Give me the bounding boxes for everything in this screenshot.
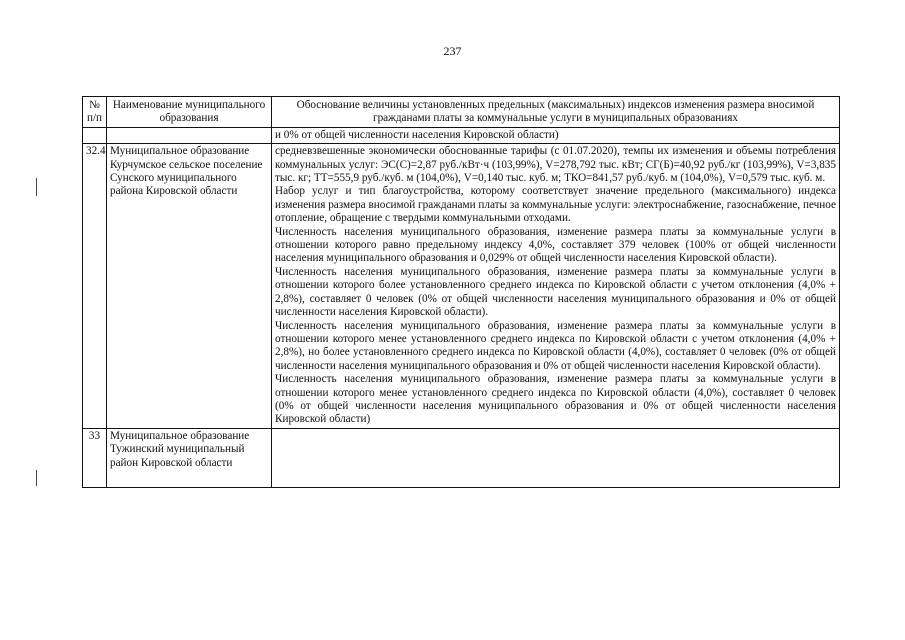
header-number: № п/п: [83, 97, 107, 128]
row-number: 33: [83, 428, 107, 487]
tariff-index-table: [82, 96, 840, 488]
population-equal-paragraph: Численность населения муниципального образования, изменение размера платы за коммунальные услуги в отношении которого равно предельному индексу 4,0%, составляет 379 человек (100% от общей численности населения муниципального образования и 0,029% от общей численности населения Кировской области).: [275, 225, 836, 265]
table-row: [83, 144, 840, 429]
population-between-paragraph: Численность населения муниципального образования, изменение размера платы за коммунальные услуги в отношении которого менее установленного среднего индекса по Кировской области с учетом отклонения (4,0% + 2,8%), но более установленного среднего индекса по Кировской области (4,0%), составляет 0 человек (0% от общей численности населения муниципального образования и 0% от общей численности населения Кировской области).: [275, 319, 836, 372]
municipality-name: Муниципальное образование Курчумское сельское поселение Сунского муниципального района Кировской области: [107, 144, 272, 429]
page-number: 237: [443, 44, 462, 58]
municipality-name: Муниципальное образование Тужинский муниципальный район Кировской области: [107, 428, 272, 487]
cell-empty: [83, 127, 107, 143]
row-number: 32.4: [83, 144, 107, 429]
tariffs-paragraph: средневзвешенные экономически обоснованные тарифы (с 01.07.2020), темпы их изменения и объемы потребления коммунальных услуг: ЭС(С)=2,87 руб./кВт·ч (103,99%), V=278,792 тыс. кВт; СГ(Б)=40,92 руб./кг (103,99%), V=3,835 тыс. кг; ТТ=555,9 руб./куб. м (104,0%), V=0,140 тыс. куб. м; ТКО=841,57 руб./куб. м (104,0%), V=0,579 тыс. куб. м.: [275, 145, 836, 185]
cell-empty: [107, 127, 272, 143]
table-header-row: [83, 97, 840, 128]
header-basis: Обоснование величины установленных предельных (максимальных) индексов изменения размера вносимой гражданами платы за коммунальные услуги в муниципальных образованиях: [272, 97, 840, 128]
population-below-paragraph: Численность населения муниципального образования, изменение размера платы за коммунальные услуги в отношении которого менее установленного среднего индекса по Кировской области (4,0%), составляет 0 человек (0% от общей численности населения муниципального образования и 0% от общей численности населения Кировской области): [275, 373, 836, 426]
continuation-text: и 0% от общей численности населения Кировской области): [272, 127, 840, 143]
basis-cell: [272, 428, 840, 487]
header-municipality: Наименование муниципального образования: [107, 97, 272, 128]
population-above-paragraph: Численность населения муниципального образования, изменение размера платы за коммунальные услуги в отношении которого более установленного среднего индекса по Кировской области с учетом отклонения (4,0% + 2,8%), составляет 0 человек (0% от общей численности населения муниципального образования и 0% от общей численности населения Кировской области).: [275, 265, 836, 319]
margin-mark: [36, 178, 37, 196]
services-paragraph: Набор услуг и тип благоустройства, которому соответствует значение предельного (максимального) индекса изменения размера вносимой гражданами платы за коммунальные услуги: электроснабжение, газоснабжение, печное отопление, обращение с твердыми коммунальными отходами.: [275, 185, 836, 225]
basis-cell: [272, 144, 840, 429]
table-row-continuation: [83, 127, 840, 143]
margin-mark: [36, 470, 37, 486]
table-row: [83, 428, 840, 487]
